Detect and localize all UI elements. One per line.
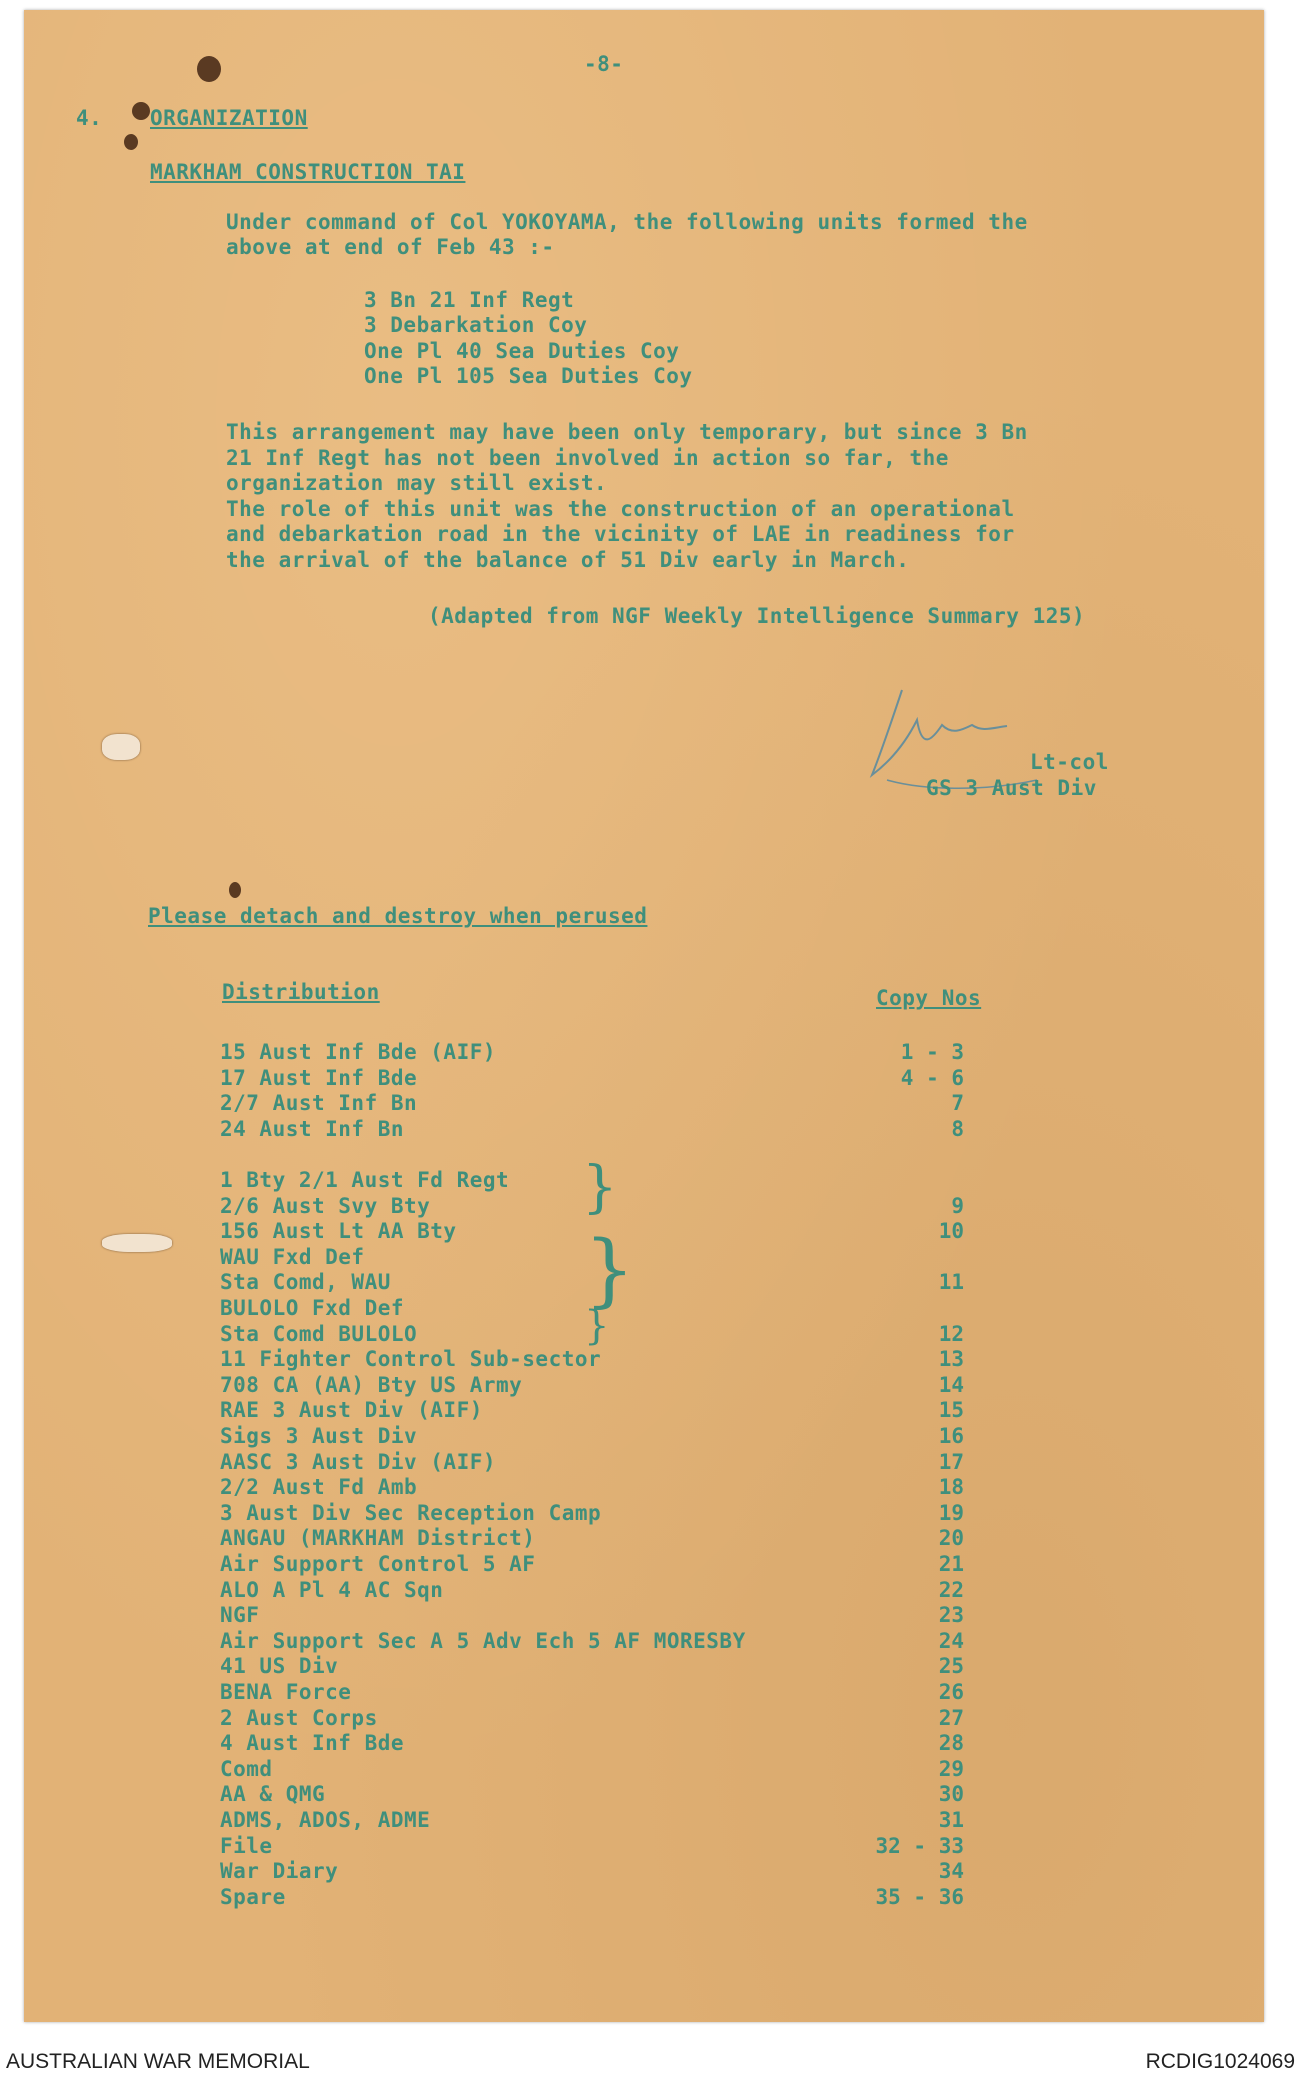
distribution-copy-no: 29 (938, 1757, 964, 1781)
distribution-unit: 2/7 Aust Inf Bn (220, 1091, 418, 1115)
distribution-copy-no: 32 - 33 (875, 1834, 964, 1858)
distribution-copy-no: 31 (938, 1808, 964, 1832)
distribution-copy-no: 1 - 3 (900, 1040, 964, 1064)
subheading: MARKHAM CONSTRUCTION TAI (150, 160, 466, 184)
distribution-unit: AASC 3 Aust Div (AIF) (220, 1450, 497, 1474)
distribution-unit: NGF (220, 1603, 260, 1627)
distribution-unit: BENA Force (220, 1680, 352, 1704)
distribution-copy-no: 19 (938, 1501, 964, 1525)
distribution-copy-no: 23 (938, 1603, 964, 1627)
distribution-copy-no: 21 (938, 1552, 964, 1576)
distribution-unit: Sigs 3 Aust Div (220, 1424, 418, 1448)
distribution-copy-no: 20 (938, 1526, 964, 1550)
distribution-unit: 3 Aust Div Sec Reception Camp (220, 1501, 602, 1525)
distribution-copy-no: 35 - 36 (875, 1885, 964, 1909)
unit-line-2: 3 Debarkation Coy (364, 313, 588, 337)
section-heading: ORGANIZATION (150, 106, 308, 130)
distribution-copy-no: 24 (938, 1629, 964, 1653)
distribution-unit: WAU Fxd Def (220, 1245, 365, 1269)
distribution-unit: 1 Bty 2/1 Aust Fd Regt (220, 1168, 510, 1192)
distribution-unit: ANGAU (MARKHAM District) (220, 1526, 536, 1550)
distribution-unit: 24 Aust Inf Bn (220, 1117, 405, 1141)
distribution-unit: Sta Comd BULOLO (220, 1322, 418, 1346)
page-number: -8- (584, 52, 624, 76)
distribution-copy-no: 9 (951, 1194, 964, 1218)
distribution-unit: Air Support Control 5 AF (220, 1552, 536, 1576)
section-number: 4. (76, 106, 103, 130)
body-line-1: This arrangement may have been only temporary, but since 3 Bn (226, 420, 1028, 444)
distribution-unit: BULOLO Fxd Def (220, 1296, 405, 1320)
distribution-unit: 17 Aust Inf Bde (220, 1066, 418, 1090)
distribution-copy-no: 18 (938, 1475, 964, 1499)
distribution-unit: 11 Fighter Control Sub-sector (220, 1347, 602, 1371)
signature-appointment: GS 3 Aust Div (926, 776, 1097, 800)
distribution-copy-no: 4 - 6 (900, 1066, 964, 1090)
intro-line-1: Under command of Col YOKOYAMA, the following units formed the (226, 210, 1028, 234)
distribution-copy-no: 34 (938, 1859, 964, 1883)
distribution-unit: Comd (220, 1757, 273, 1781)
unit-line-4: One Pl 105 Sea Duties Coy (364, 364, 693, 388)
unit-line-1: 3 Bn 21 Inf Regt (364, 288, 575, 312)
punch-hole-top (197, 56, 221, 82)
distribution-unit: 41 US Div (220, 1654, 339, 1678)
distribution-unit: Air Support Sec A 5 Adv Ech 5 AF MORESBY (220, 1629, 746, 1653)
distribution-copy-no: 14 (938, 1373, 964, 1397)
distribution-unit: 2 Aust Corps (220, 1706, 378, 1730)
body-line-3: organization may still exist. (226, 471, 608, 495)
distribution-unit: 4 Aust Inf Bde (220, 1731, 405, 1755)
unit-line-3: One Pl 40 Sea Duties Coy (364, 339, 680, 363)
body-line-5: and debarkation road in the vicinity of LAE in readiness for (226, 522, 1015, 546)
distribution-copy-no: 28 (938, 1731, 964, 1755)
distribution-unit: Spare (220, 1885, 286, 1909)
signature-rank: Lt-col (1030, 750, 1109, 774)
distribution-copy-no: 10 (938, 1219, 964, 1243)
footer-left: AUSTRALIAN WAR MEMORIAL (6, 2050, 310, 2073)
distribution-copy-no: 12 (938, 1322, 964, 1346)
copy-nos-header: Copy Nos (876, 986, 982, 1010)
bracket-group-3: } (584, 1303, 610, 1349)
distribution-unit: ALO A Pl 4 AC Sqn (220, 1578, 444, 1602)
distribution-copy-no: 7 (951, 1091, 964, 1115)
distribution-unit: 2/6 Aust Svy Bty (220, 1194, 431, 1218)
distribution-unit: RAE 3 Aust Div (AIF) (220, 1398, 483, 1422)
distribution-copy-no: 22 (938, 1578, 964, 1602)
body-line-4: The role of this unit was the construction of an operational (226, 497, 1015, 521)
tear-mark-2 (102, 1234, 172, 1252)
distribution-unit: 15 Aust Inf Bde (AIF) (220, 1040, 497, 1064)
distribution-copy-no: 25 (938, 1654, 964, 1678)
distribution-copy-no: 16 (938, 1424, 964, 1448)
intro-line-2: above at end of Feb 43 :- (226, 235, 555, 259)
distribution-unit: 156 Aust Lt AA Bty (220, 1219, 457, 1243)
distribution-unit: 2/2 Aust Fd Amb (220, 1475, 418, 1499)
distribution-copy-no: 13 (938, 1347, 964, 1371)
document-page (24, 10, 1264, 2022)
distribution-unit: War Diary (220, 1859, 339, 1883)
distribution-header: Distribution (222, 980, 380, 1004)
distribution-unit: AA & QMG (220, 1782, 326, 1806)
distribution-unit: 708 CA (AA) Bty US Army (220, 1373, 523, 1397)
source-note: (Adapted from NGF Weekly Intelligence Summary 125) (428, 604, 1086, 628)
bracket-group-1: } (582, 1155, 618, 1220)
distribution-copy-no: 17 (938, 1450, 964, 1474)
punch-hole-mark-3 (229, 882, 241, 898)
footer-right: RCDIG1024069 (1145, 2050, 1295, 2073)
punch-hole-mark-1 (132, 102, 150, 120)
distribution-unit: ADMS, ADOS, ADME (220, 1808, 431, 1832)
punch-hole-mark-2 (124, 134, 138, 150)
distribution-copy-no: 11 (938, 1270, 964, 1294)
distribution-copy-no: 15 (938, 1398, 964, 1422)
distribution-unit: Sta Comd, WAU (220, 1270, 391, 1294)
tear-mark-1 (102, 734, 140, 760)
distribution-copy-no: 27 (938, 1706, 964, 1730)
body-line-2: 21 Inf Regt has not been involved in action so far, the (226, 446, 949, 470)
bracket-group-2: } (584, 1223, 635, 1316)
distribution-copy-no: 8 (951, 1117, 964, 1141)
destroy-instruction: Please detach and destroy when perused (148, 904, 648, 928)
body-line-6: the arrival of the balance of 51 Div early in March. (226, 548, 910, 572)
distribution-unit: File (220, 1834, 273, 1858)
distribution-copy-no: 30 (938, 1782, 964, 1806)
distribution-copy-no: 26 (938, 1680, 964, 1704)
